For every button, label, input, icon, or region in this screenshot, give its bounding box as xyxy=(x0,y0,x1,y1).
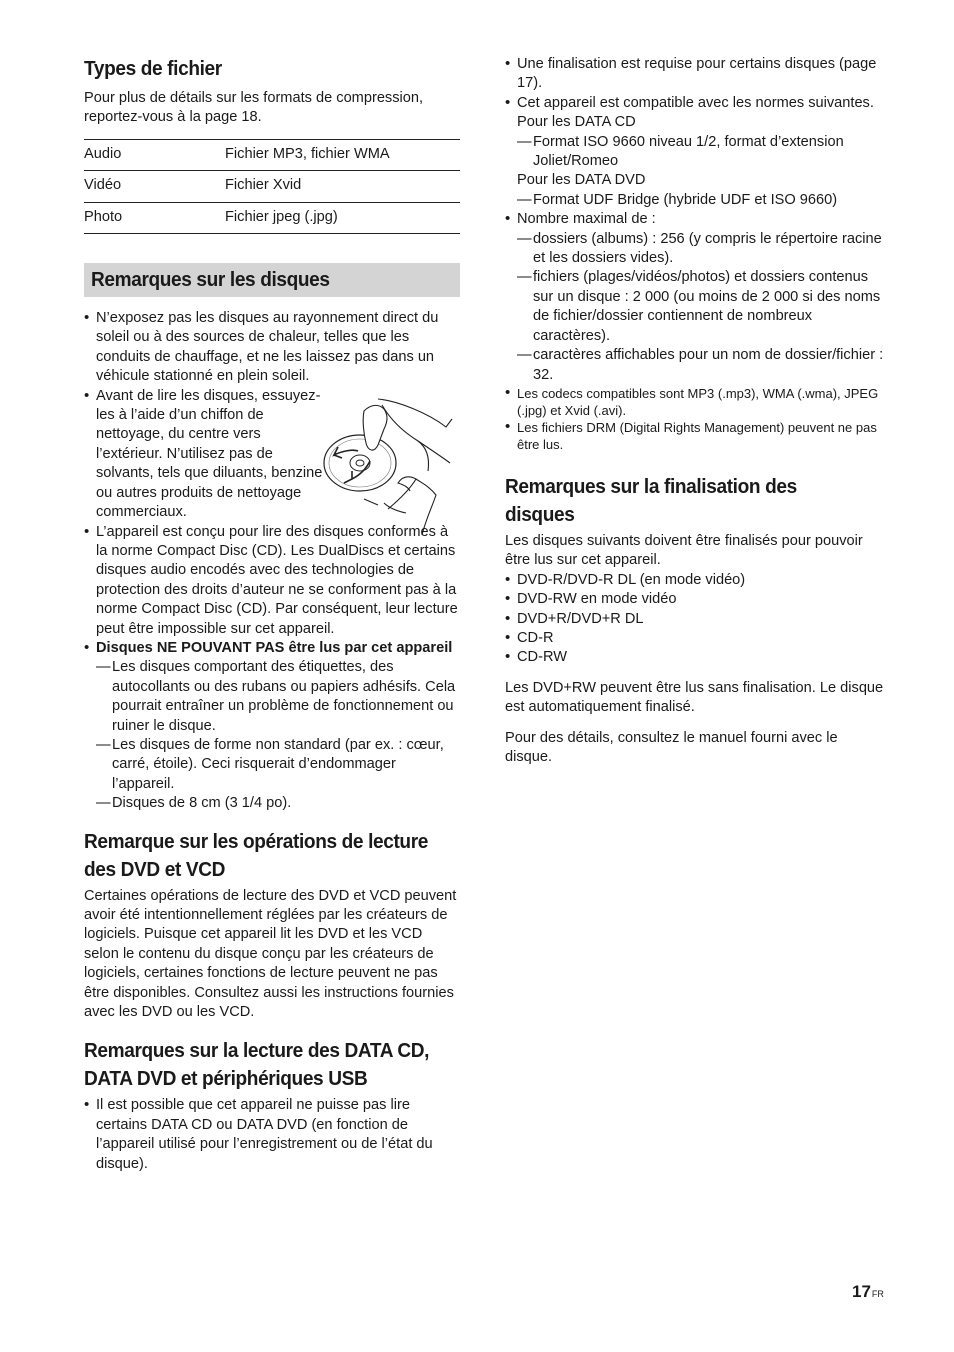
table-row xyxy=(84,171,460,202)
list-item xyxy=(505,210,885,385)
list-item: — Disques de 8 cm (3 1/4 po). xyxy=(96,794,460,813)
list-item: — Format ISO 9660 niveau 1/2, format d’extension Joliet/Romeo xyxy=(517,133,885,172)
list-item: • Les fichiers DRM (Digital Rights Management) peuvent ne pas être lus. xyxy=(505,419,885,453)
list-item: • DVD+R/DVD+R DL xyxy=(505,610,885,629)
list-item: — Les disques comportant des étiquettes, des autocollants ou des rubans ou papiers adhésifs. Cela pourrait entraîner un problème de fonctionnement ou ruiner le disque. xyxy=(96,658,460,736)
data-dvd-list xyxy=(517,191,885,210)
datacd-list-left xyxy=(84,1096,460,1174)
list-item: — Format UDF Bridge (hybride UDF et ISO 9660) xyxy=(517,191,885,210)
data-dvd-label: Pour les DATA DVD xyxy=(517,172,646,189)
section-title-datacd: Remarques sur la lecture des DATA CD, DATA DVD et périphériques USB xyxy=(84,1039,430,1091)
disc-notes-list xyxy=(84,309,460,814)
page-number xyxy=(852,1282,884,1304)
list-item: • N’exposez pas les disques au rayonnement direct du soleil ou à des sources de chaleur, telles que les conduits de chauffage, et ne les laissez pas dans un véhicule stationné en plein soleil. xyxy=(84,309,460,387)
section-title-final: Remarques sur la finalisation des disques xyxy=(505,474,797,526)
max-number-label: • Nombre maximal de : xyxy=(517,211,656,228)
table-cell: Fichier Xvid xyxy=(225,171,460,202)
list-item xyxy=(505,94,885,210)
section-title-ops: Remarque sur les opérations de lecture des DVD et VCD xyxy=(84,829,428,881)
page-number-suffix: FR xyxy=(871,1289,884,1299)
data-cd-label: Pour les DATA CD xyxy=(517,114,636,131)
standards-text: • Cet appareil est compatible avec les normes suivantes. xyxy=(517,94,874,111)
max-number-list xyxy=(517,230,885,385)
list-item: • Une finalisation est requise pour certains disques (page 17). xyxy=(505,55,885,94)
file-types-table xyxy=(84,139,460,234)
final-p1: Les DVD+RW peuvent être lus sans finalisation. Le disque est automatiquement finalisé. xyxy=(505,679,884,716)
final-intro: Les disques suivants doivent être finalisés pour pouvoir être lus sur cet appareil. xyxy=(505,532,863,569)
table-cell: Photo xyxy=(84,202,225,233)
list-item: • DVD-RW en mode vidéo xyxy=(505,590,885,609)
table-cell: Vidéo xyxy=(84,171,225,202)
datacd-list-right xyxy=(505,55,885,453)
list-item: • L’appareil est conçu pour lire des disques conformes à la norme Compact Disc (CD). Les DualDiscs et certains disques audio encodés avec des technologies de protection des droits d’auteur ne se conforment pas à la norme Compact Disc (CD). Par conséquent, leur lecture peut être impossible sur cet appareil. xyxy=(84,523,460,639)
list-item: • CD-RW xyxy=(505,648,885,667)
section-bar-disques xyxy=(84,263,460,297)
not-playable-list xyxy=(96,658,460,813)
section-title-types: Types de fichier xyxy=(84,57,222,80)
types-intro: Pour plus de détails sur les formats de compression, reportez-vous à la page 18. xyxy=(84,90,424,126)
table-cell: Fichier jpeg (.jpg) xyxy=(225,202,460,233)
list-item: — dossiers (albums) : 256 (y compris le répertoire racine et les dossiers vides). xyxy=(517,230,885,269)
table-row xyxy=(84,139,460,170)
table-cell: Audio xyxy=(84,139,225,170)
not-playable-heading: • Disques NE POUVANT PAS être lus par cet appareil xyxy=(96,639,453,656)
list-item: • CD-R xyxy=(505,629,885,648)
list-item: — fichiers (plages/vidéos/photos) et dossiers contenus sur un disque : 2 000 (ou moins de 2 000 si des noms de fichier/dossier contiennent de nombreux caractères). xyxy=(517,268,885,346)
ops-body: Certaines opérations de lecture des DVD et VCD peuvent avoir été intentionnellement réglées par les créateurs de logiciels. Puisque cet appareil lit les DVD et les VCD selon le contenu du disque conçu par les créateurs de logiciels, certaines fonctions de lecture peuvent ne pas être disponibles. Consultez aussi les instructions fournies avec les DVD ou les VCD. xyxy=(84,887,457,1021)
page-number-value: 17 xyxy=(852,1282,871,1301)
list-item: • DVD-R/DVD-R DL (en mode vidéo) xyxy=(505,571,885,590)
right-column xyxy=(505,55,885,767)
list-item: • Les codecs compatibles sont MP3 (.mp3), WMA (.wma), JPEG (.jpg) et Xvid (.avi). xyxy=(505,385,885,419)
final-p2: Pour des détails, consultez le manuel fourni avec le disque. xyxy=(505,729,838,765)
disc-cleaning-illustration xyxy=(318,391,458,537)
left-column xyxy=(84,55,460,1174)
table-row xyxy=(84,202,460,233)
list-item: — Les disques de forme non standard (par ex. : cœur, carré, étoile). Ceci risquerait d’endommager l’appareil. xyxy=(96,736,460,794)
section-title-disques: Remarques sur les disques xyxy=(91,268,330,292)
table-cell: Fichier MP3, fichier WMA xyxy=(225,139,460,170)
final-disc-list xyxy=(505,571,885,668)
disc-cleaning-text: • Avant de lire les disques, essuyez-les à l’aide d’un chiffon de nettoyage, du centre vers l’extérieur. N’utilisez pas de solvants, tels que diluants, benzine ou autres produits de nettoyage commerciaux. xyxy=(96,387,323,521)
list-item xyxy=(84,639,460,814)
list-item: • Il est possible que cet appareil ne puisse pas lire certains DATA CD ou DATA DVD (en fonction de l’appareil utilisé pour l’enregistrement ou de l’état du disque). xyxy=(84,1096,460,1174)
list-item: — caractères affichables pour un nom de dossier/fichier : 32. xyxy=(517,346,885,385)
data-cd-list xyxy=(517,133,885,172)
list-item xyxy=(84,387,460,523)
